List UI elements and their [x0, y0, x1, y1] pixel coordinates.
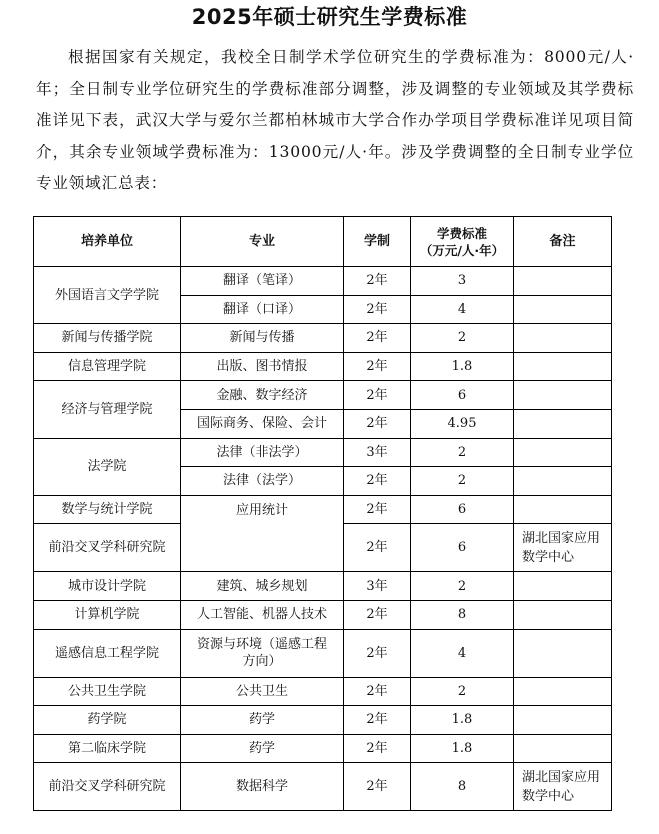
- cell-notes: [514, 495, 612, 524]
- cell-unit: 遥感信息工程学院: [34, 629, 181, 677]
- cell-major: 翻译（笔译）: [181, 267, 344, 296]
- cell-notes: [514, 677, 612, 706]
- cell-fee: 1.8: [411, 352, 514, 381]
- cell-notes: [514, 438, 612, 467]
- cell-fee: 8: [411, 600, 514, 629]
- table-header-row: [34, 217, 612, 267]
- cell-duration: 2年: [344, 467, 411, 496]
- table-row: [34, 381, 612, 410]
- cell-duration: 2年: [344, 324, 411, 353]
- cell-unit: 经济与管理学院: [34, 381, 181, 438]
- cell-unit: 前沿交叉学科研究院: [34, 763, 181, 811]
- cell-fee: 4: [411, 295, 514, 324]
- cell-fee: 6: [411, 381, 514, 410]
- cell-duration: 2年: [344, 295, 411, 324]
- cell-major: 翻译（口译）: [181, 295, 344, 324]
- cell-major: 人工智能、机器人技术: [181, 600, 344, 629]
- cell-notes: [514, 381, 612, 410]
- cell-fee: 1.8: [411, 734, 514, 763]
- header-major: 专业: [181, 217, 344, 267]
- table-row: [34, 629, 612, 677]
- table-row: [34, 438, 612, 467]
- fee-table: [33, 216, 612, 811]
- cell-major: 新闻与传播: [181, 324, 344, 353]
- cell-major: 建筑、城乡规划: [181, 572, 344, 601]
- cell-duration: 3年: [344, 438, 411, 467]
- cell-duration: 2年: [344, 706, 411, 735]
- cell-duration: 2年: [344, 600, 411, 629]
- cell-fee: 2: [411, 324, 514, 353]
- cell-unit: 法学院: [34, 438, 181, 495]
- cell-notes: [514, 324, 612, 353]
- header-notes: 备注: [514, 217, 612, 267]
- cell-notes: [514, 467, 612, 496]
- cell-unit: 前沿交叉学科研究院: [34, 524, 181, 572]
- table-row: [34, 600, 612, 629]
- cell-duration: 2年: [344, 267, 411, 296]
- cell-unit: 计算机学院: [34, 600, 181, 629]
- cell-notes: [514, 706, 612, 735]
- cell-fee: 6: [411, 495, 514, 524]
- table-row: [34, 706, 612, 735]
- cell-major: 资源与环境（遥感工程方向）: [181, 629, 344, 677]
- cell-notes: [514, 629, 612, 677]
- table-row: [34, 677, 612, 706]
- table-row: [34, 763, 612, 811]
- cell-unit: 数学与统计学院: [34, 495, 181, 524]
- cell-major: 金融、数字经济: [181, 381, 344, 410]
- page-title: 2025年硕士研究生学费标准: [191, 5, 468, 29]
- cell-notes: [514, 267, 612, 296]
- cell-unit: 公共卫生学院: [34, 677, 181, 706]
- header-fee-line2: （万元/人·年）: [419, 242, 505, 258]
- cell-major: 法律（法学）: [181, 467, 344, 496]
- cell-duration: 3年: [344, 572, 411, 601]
- cell-duration: 2年: [344, 409, 411, 438]
- cell-duration: 2年: [344, 381, 411, 410]
- cell-unit: 外国语言文学学院: [34, 267, 181, 324]
- table-row: [34, 267, 612, 296]
- cell-notes: [514, 295, 612, 324]
- cell-notes: [514, 572, 612, 601]
- cell-duration: 2年: [344, 734, 411, 763]
- cell-notes: [514, 352, 612, 381]
- cell-fee: 2: [411, 677, 514, 706]
- cell-notes: [514, 600, 612, 629]
- cell-major: 公共卫生: [181, 677, 344, 706]
- cell-duration: 2年: [344, 524, 411, 572]
- cell-fee: 8: [411, 763, 514, 811]
- table-row: [34, 352, 612, 381]
- cell-notes: [514, 409, 612, 438]
- cell-unit: 新闻与传播学院: [34, 324, 181, 353]
- cell-duration: 2年: [344, 677, 411, 706]
- table-row: [34, 324, 612, 353]
- header-fee-line1: 学费标准: [436, 225, 487, 241]
- cell-fee: 4.95: [411, 409, 514, 438]
- header-fee: [411, 217, 514, 267]
- cell-fee: 6: [411, 524, 514, 572]
- cell-unit: 城市设计学院: [34, 572, 181, 601]
- cell-unit: 药学院: [34, 706, 181, 735]
- table-row: [34, 572, 612, 601]
- header-unit: 培养单位: [34, 217, 181, 267]
- cell-duration: 2年: [344, 352, 411, 381]
- cell-major: 药学: [181, 734, 344, 763]
- cell-major: 出版、图书情报: [181, 352, 344, 381]
- cell-unit: 第二临床学院: [34, 734, 181, 763]
- cell-fee: 3: [411, 267, 514, 296]
- cell-duration: 2年: [344, 495, 411, 524]
- cell-major: 应用统计: [181, 495, 344, 572]
- cell-fee: 2: [411, 467, 514, 496]
- cell-major: 药学: [181, 706, 344, 735]
- table-row: [34, 495, 612, 524]
- cell-major: 数据科学: [181, 763, 344, 811]
- cell-major: 国际商务、保险、会计: [181, 409, 344, 438]
- cell-unit: 信息管理学院: [34, 352, 181, 381]
- cell-notes: 湖北国家应用数学中心: [514, 763, 612, 811]
- cell-duration: 2年: [344, 629, 411, 677]
- table-row: [34, 734, 612, 763]
- cell-fee: 2: [411, 572, 514, 601]
- cell-fee: 4: [411, 629, 514, 677]
- cell-fee: 1.8: [411, 706, 514, 735]
- cell-notes: [514, 734, 612, 763]
- cell-notes: 湖北国家应用数学中心: [514, 524, 612, 572]
- cell-duration: 2年: [344, 763, 411, 811]
- intro-paragraph: 根据国家有关规定，我校全日制学术学位研究生的学费标准为：8000元/人·年；全日制专业学位研究生的学费标准部分调整，涉及调整的专业领域及其学费标准详见下表，武汉大学与爱尔兰都柏林城市大学合作办学项目学费标准详见项目简介，其余专业领域学费标准为：13000元/人·年。涉及学费调整的全日制专业学位专业领域汇总表：: [36, 48, 634, 192]
- cell-fee: 2: [411, 438, 514, 467]
- cell-major: 法律（非法学）: [181, 438, 344, 467]
- header-duration: 学制: [344, 217, 411, 267]
